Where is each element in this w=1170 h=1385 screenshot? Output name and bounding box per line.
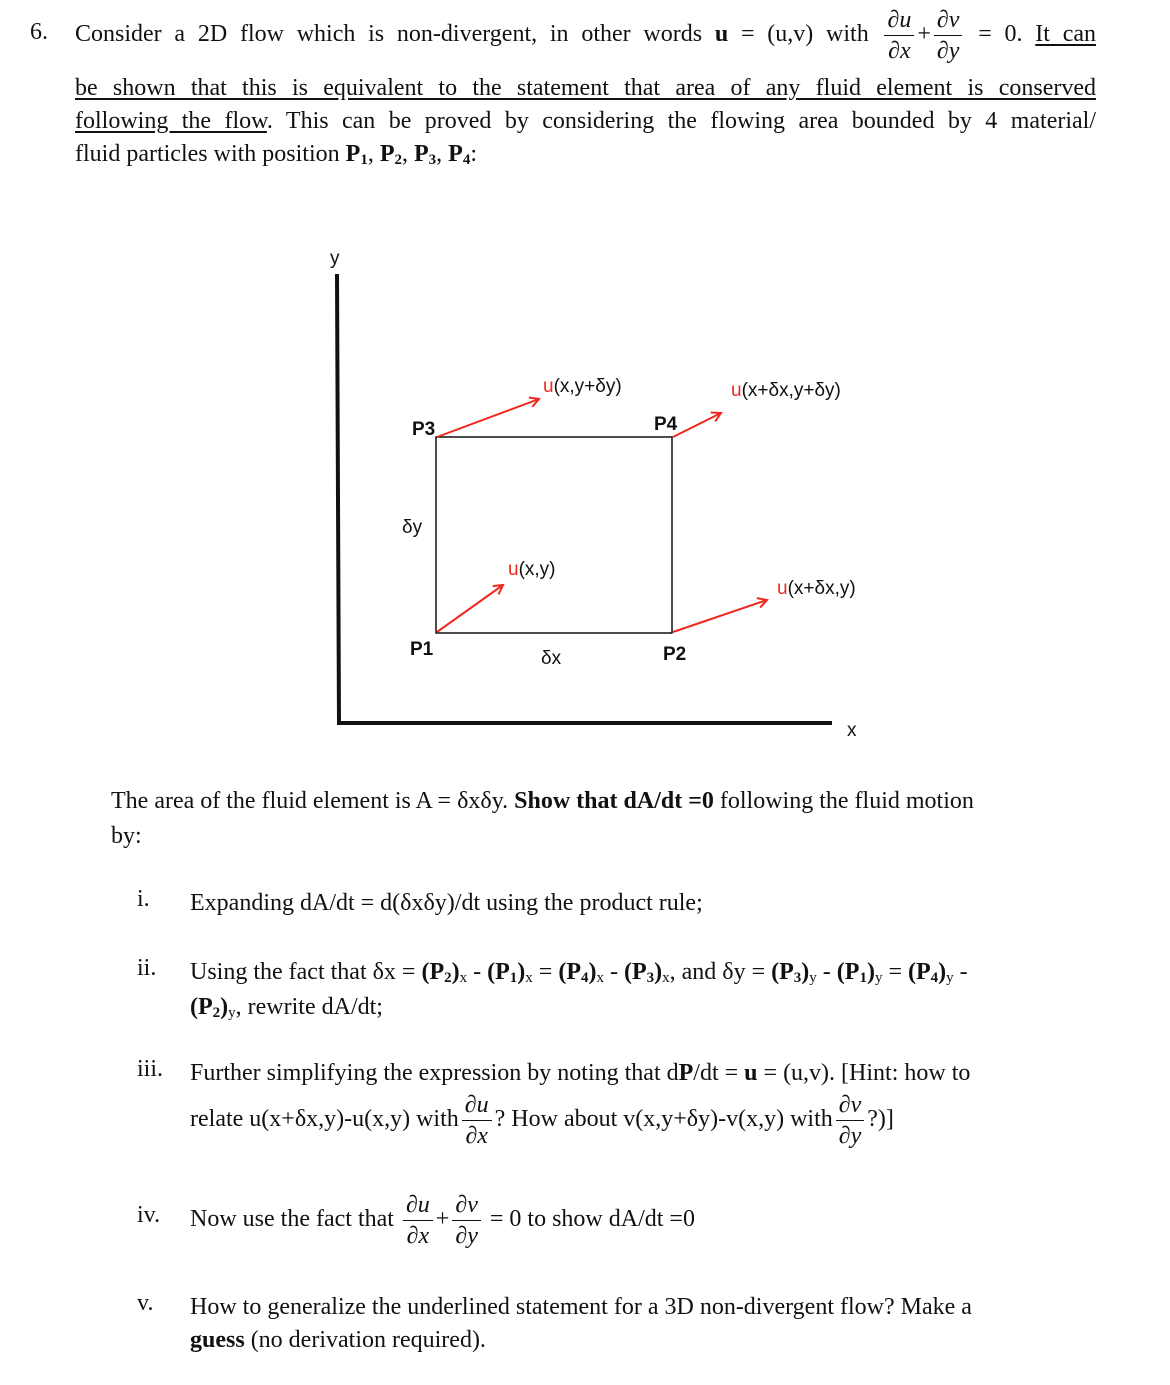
item-number-ii: ii.: [137, 955, 157, 981]
guess-bold: guess: [190, 1327, 245, 1353]
plus-sign: +: [917, 21, 931, 47]
denominator: ∂y: [936, 37, 960, 64]
point-term: ): [938, 959, 947, 985]
delta-y-label: δy: [402, 517, 423, 538]
underlined-statement: be shown that this is equivalent to the statement that area of any fluid element is conserved: [75, 75, 1096, 101]
intro-text: Consider a 2D flow which is non-divergent, in other words: [75, 21, 715, 47]
point-p2: P: [379, 141, 395, 167]
numerator: ∂v: [452, 1193, 481, 1221]
axis-subscript: x: [596, 970, 604, 986]
item-text: = 0 to show dA/dt =0: [489, 1206, 695, 1232]
point-term: ): [451, 959, 460, 985]
numerator: ∂v: [836, 1093, 865, 1121]
item-text: relate u(x+δx,y)-u(x,y) with: [190, 1106, 459, 1132]
velocity-vector-symbol: u: [714, 21, 729, 47]
item-text: Now use the fact that: [190, 1206, 394, 1232]
fraction-du-dx: [403, 1193, 433, 1248]
intro-text: . This can be proved by considering the flowing area bounded by 4 material/: [266, 108, 1096, 134]
subscript: 2: [444, 970, 452, 986]
separator: ,: [401, 141, 414, 167]
item-ii-line-1: [190, 955, 968, 989]
velocity-symbol: u: [744, 1060, 758, 1086]
item-iii-line-1: [190, 1056, 970, 1090]
point-term: ): [801, 959, 810, 985]
item-iv-text: [190, 1189, 695, 1249]
point-p1: P: [345, 141, 361, 167]
denominator: ∂y: [455, 1222, 478, 1249]
axis-subscript: y: [874, 970, 883, 986]
u-args: (x+δx,y): [787, 578, 856, 599]
point-term: (P: [908, 959, 931, 985]
point-term: (P: [421, 959, 445, 985]
item-ii-line-2: [190, 990, 383, 1024]
axis-subscript: x: [662, 970, 670, 986]
subscript: 1: [360, 152, 368, 168]
intro-text: fluid particles with position: [75, 141, 346, 167]
item-text: -: [467, 959, 488, 985]
y-axis-label: y: [330, 248, 340, 269]
item-text: ? How about v(x,y+δy)-v(x,y) with: [494, 1106, 833, 1132]
item-text: , rewrite dA/dt;: [235, 994, 383, 1020]
u-symbol: u: [508, 559, 519, 580]
point-p4: P: [448, 141, 463, 167]
item-number-v: v.: [137, 1290, 154, 1316]
label-u-x-dx-y: [777, 578, 856, 599]
axis-subscript: x: [525, 970, 533, 986]
subscript: 2: [212, 1005, 221, 1021]
point-p3: P: [413, 141, 429, 167]
label-p4: P4: [654, 414, 678, 435]
velocity-arrow-p3: [437, 399, 539, 437]
underlined-statement: following the flow: [75, 108, 267, 134]
area-text: following the fluid motion: [713, 788, 974, 814]
separator: ,: [367, 141, 380, 167]
axis-subscript: y: [946, 970, 954, 986]
task-bold: Show that dA/dt =0: [514, 788, 714, 814]
subscript: 3: [428, 152, 437, 168]
item-text: =: [882, 959, 908, 985]
area-statement-line-2: by:: [111, 823, 142, 849]
subscript: 1: [509, 970, 518, 986]
separator: :: [470, 141, 477, 167]
velocity-arrow-p4: [673, 413, 721, 437]
equals-zero: = 0.: [978, 21, 1023, 47]
item-iii-line-2: [190, 1089, 894, 1149]
label-u-x-y-dy: [543, 376, 622, 397]
denominator: ∂x: [406, 1222, 430, 1249]
axis-subscript: y: [809, 970, 817, 986]
item-text: -: [603, 959, 624, 985]
separator: ,: [436, 141, 449, 167]
label-p2: P2: [663, 644, 687, 665]
item-v-line-2: [190, 1323, 486, 1357]
point-term: (P: [771, 959, 794, 985]
point-term: ): [517, 959, 526, 985]
item-text: /dt =: [693, 1060, 745, 1086]
point-term: (P: [623, 959, 647, 985]
item-text: (no derivation required).: [244, 1327, 486, 1353]
label-u-x-y: [508, 559, 556, 580]
fraction-dv-dy: [452, 1193, 481, 1248]
numerator: ∂v: [934, 8, 963, 36]
item-number-iii: iii.: [137, 1056, 164, 1082]
delta-x-label: δx: [541, 648, 562, 669]
item-i-text: Expanding dA/dt = d(δxδy)/dt using the product rule;: [190, 890, 703, 916]
u-args: (x+δx,y+δy): [741, 380, 841, 401]
subscript: 3: [793, 970, 802, 986]
item-text: -: [816, 959, 837, 985]
u-symbol: u: [731, 380, 742, 401]
label-p1: P1: [410, 639, 434, 660]
subscript: 4: [580, 970, 589, 986]
item-text: Using the fact that δx =: [190, 959, 422, 985]
fraction-du-dx: [462, 1093, 492, 1148]
u-symbol: u: [543, 376, 554, 397]
fluid-element-rectangle: [436, 437, 672, 633]
label-u-x-dx-y-dy: [731, 380, 841, 401]
u-symbol: u: [777, 578, 788, 599]
point-term: ): [654, 959, 663, 985]
numerator: ∂u: [884, 8, 914, 36]
label-p3: P3: [412, 419, 436, 440]
item-text: -: [953, 959, 968, 985]
subscript: 1: [859, 970, 867, 986]
point-term: (P: [487, 959, 510, 985]
area-text: The area of the fluid element is A = δxδy.: [111, 788, 515, 814]
numerator: ∂u: [403, 1193, 433, 1221]
item-text: ?)]: [867, 1106, 894, 1132]
axis-subscript: x: [459, 970, 468, 986]
item-text: Further simplifying the expression by noting that d: [190, 1060, 679, 1086]
plus-sign: +: [435, 1206, 450, 1232]
denominator: ∂x: [888, 37, 911, 64]
item-text: = (u,v). [Hint: how to: [757, 1060, 971, 1086]
u-args: (x,y): [518, 559, 556, 580]
item-number-iv: iv.: [137, 1202, 161, 1228]
point-term: ): [220, 994, 229, 1020]
area-statement-line-1: [111, 786, 974, 816]
fraction-dv-dy: [836, 1093, 865, 1148]
position-symbol: P: [678, 1060, 694, 1086]
point-term: (P: [190, 994, 213, 1020]
subscript: 2: [394, 152, 402, 168]
subscript: 4: [930, 970, 939, 986]
item-text: =: [532, 959, 559, 985]
velocity-arrow-p2: [673, 600, 767, 632]
numerator: ∂u: [462, 1093, 492, 1121]
velocity-arrow-p1: [437, 585, 503, 632]
point-term: ): [866, 959, 875, 985]
item-text: , and δy =: [669, 959, 772, 985]
intro-text: = (u,v) with: [728, 21, 869, 47]
subscript: 3: [646, 970, 655, 986]
denominator: ∂y: [838, 1122, 862, 1149]
item-number-i: i.: [137, 886, 150, 912]
x-axis-label: x: [847, 720, 857, 741]
y-axis: [337, 274, 339, 724]
question-number: 6.: [30, 19, 48, 45]
denominator: ∂x: [465, 1122, 488, 1149]
point-term: (P: [558, 959, 581, 985]
subscript: 4: [462, 152, 471, 168]
u-args: (x,y+δy): [553, 376, 622, 397]
point-term: (P: [836, 959, 860, 985]
item-v-line-1: How to generalize the underlined statement for a 3D non-divergent flow? Make a: [190, 1294, 972, 1320]
axis-subscript: y: [228, 1005, 236, 1021]
point-term: ): [588, 959, 597, 985]
underlined-statement: It can: [1035, 21, 1097, 47]
